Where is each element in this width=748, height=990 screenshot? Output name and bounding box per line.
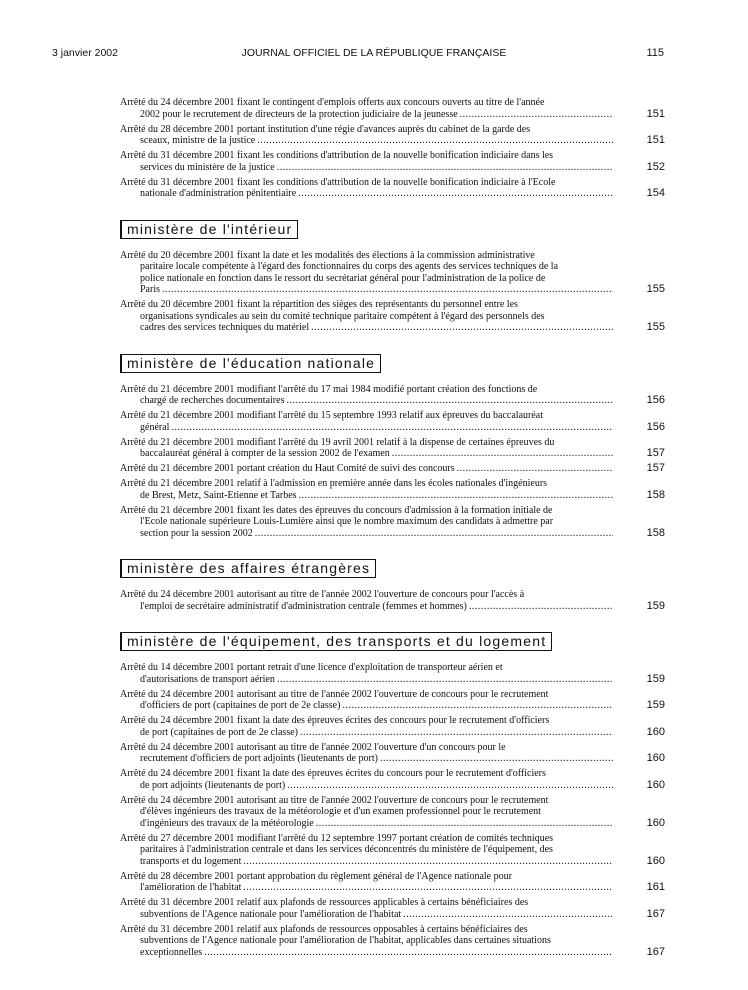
entry-text-line: Arrêté du 24 décembre 2001 fixant le contingent d'emplois offerts aux concours ouverts au titre de l'année [120, 97, 545, 108]
entry-text-line: section pour la session 2002 [140, 527, 253, 539]
entry-last-line [120, 162, 613, 174]
entry-text-line: de port (capitaines de port de 2e classe) [140, 726, 298, 738]
entry-text-line: Arrêté du 24 décembre 2001 autorisant au titre de l'année 2002 l'ouverture de concours pour le recrutement [120, 794, 549, 806]
entry-text-line: baccalauréat général à compter de la session 2002 de l'examen [140, 448, 390, 459]
toc-entry[interactable] [120, 250, 665, 296]
toc-entry[interactable] [120, 689, 665, 712]
dot-leader [300, 727, 613, 739]
entry-text-line: d'autorisations de transport aérien [140, 673, 275, 685]
entry-page-number: 167 [646, 945, 665, 958]
entry-text-line: Arrêté du 31 décembre 2001 relatif aux plafonds de ressources applicables à certains bénéficiaires des [120, 897, 529, 908]
entry-text-line: l'emploi de secrétaire administratif d'administration centrale (femmes et hommes) [140, 600, 467, 612]
entry-text-line: 2002 pour le recrutement de directeurs de la protection judiciaire de la jeunesse [140, 108, 458, 120]
section-title: ministère de l'intérieur [120, 220, 298, 239]
entry-last-line [120, 109, 613, 121]
toc-entry[interactable] [120, 177, 665, 200]
entry-last-line [120, 395, 613, 407]
page-number: 115 [646, 47, 664, 59]
entry-text-line: police nationale en fonction dans le ressort du secrétariat général pour l'administration de la police de [140, 272, 546, 284]
entry-text-line: de Brest, Metz, Saint-Etienne et Tarbes [140, 489, 297, 501]
entry-text-line: l'Ecole nationale supérieure Louis-Lumière ainsi que le nombre maximum des candidats à admettre par [140, 516, 554, 527]
section-title: ministère de l'éducation nationale [120, 354, 381, 373]
entry-last-line [120, 422, 613, 434]
dot-leader [380, 753, 613, 765]
entry-page-number: 160 [646, 752, 665, 764]
entry-page-number: 157 [646, 462, 665, 474]
entry-text-line: de port adjoints (lieutenants de port) [140, 779, 286, 791]
dot-leader [299, 490, 613, 502]
entry-page-number: 157 [646, 447, 665, 459]
entry-page-number: 158 [646, 526, 665, 539]
entry-text-line: chargé de recherches documentaires [140, 395, 285, 406]
dot-leader [257, 135, 613, 147]
header-date: 3 janvier 2002 [52, 47, 118, 59]
entry-text-line: Arrêté du 21 décembre 2001 portant création du Haut Comité de suivi des concours [120, 463, 455, 474]
toc-entry[interactable] [120, 742, 665, 765]
dot-leader [162, 284, 613, 296]
toc-entry[interactable] [120, 505, 665, 540]
entry-text-line: exceptionnelles [140, 946, 203, 958]
entry-last-line [120, 882, 613, 894]
entry-page-number: 151 [646, 134, 665, 146]
entry-page-number: 159 [646, 599, 665, 612]
toc-entry[interactable] [120, 478, 665, 501]
toc-entry[interactable] [120, 299, 665, 334]
entry-text-line: paritaires à l'administration centrale et dans les services déconcentrés du ministère de l'équipement, des [140, 844, 553, 855]
entry-text-line: organisations syndicales au sein du comité technique paritaire compétent à l'égard des personnels des [140, 310, 545, 322]
entry-last-line [120, 909, 613, 921]
entry-last-line [120, 284, 613, 296]
toc-entry[interactable] [120, 897, 665, 920]
entry-page-number: 159 [646, 672, 665, 685]
toc-entry[interactable] [120, 768, 665, 791]
toc-entry[interactable] [120, 384, 665, 407]
section-title: ministère des affaires étrangères [120, 559, 376, 578]
dot-leader [469, 601, 613, 613]
entry-page-number: 156 [646, 394, 665, 406]
toc-entry[interactable] [120, 715, 665, 738]
section-title: ministère de l'équipement, des transports et du logement [120, 632, 552, 651]
entry-text-line: Arrêté du 21 décembre 2001 modifiant l'arrêté du 19 avril 2001 relatif à la dispense de certaines épreuves du [120, 436, 555, 448]
toc-entry[interactable] [120, 871, 665, 894]
toc-entry[interactable] [120, 124, 665, 147]
dot-leader [171, 422, 613, 434]
entry-text-line: Arrêté du 24 décembre 2001 autorisant au titre de l'année 2002 l'ouverture de concours pour le recrutement [120, 688, 549, 700]
dot-leader [342, 700, 613, 712]
entry-page-number: 160 [646, 854, 665, 867]
entry-last-line [120, 700, 613, 712]
toc-entry[interactable] [120, 924, 665, 959]
toc-entry[interactable] [120, 795, 665, 830]
entry-text-line: paritaire locale compétente à l'égard des fonctionnaires du corps des agents des services techniques de la [140, 261, 559, 272]
entry-page-number: 160 [646, 725, 665, 738]
dot-leader [311, 322, 613, 334]
dot-leader [277, 162, 613, 174]
entry-text-line: général [140, 421, 170, 433]
entry-text-line: Arrêté du 24 décembre 2001 autorisant au titre de l'année 2002 l'ouverture d'un concours pour le [120, 741, 506, 753]
entry-text-line: Arrêté du 21 décembre 2001 relatif à l'admission en première année dans les écoles nationales d'ingénieurs [120, 478, 548, 489]
entry-text-line: Arrêté du 21 décembre 2001 modifiant l'arrêté du 15 septembre 1993 relatif aux épreuves du baccalauréat [120, 410, 544, 421]
table-of-contents [120, 97, 665, 962]
entry-text-line: transports et du logement [140, 855, 242, 867]
entry-page-number: 161 [646, 881, 665, 893]
section-heading [120, 354, 665, 373]
entry-text-line: subventions de l'Agence nationale pour l'amélioration de l'habitat [140, 908, 402, 920]
entry-text-line: subventions de l'Agence nationale pour l'amélioration de l'habitat, applicables dans certaines situations [140, 935, 551, 946]
entry-last-line [120, 947, 613, 959]
entry-page-number: 152 [646, 160, 665, 173]
dot-leader [457, 463, 613, 475]
section-heading [120, 632, 665, 651]
dot-leader [287, 780, 613, 792]
toc-entry[interactable] [120, 150, 665, 173]
dot-leader [392, 448, 613, 460]
entry-last-line [120, 490, 613, 502]
entry-text-line: Arrêté du 20 décembre 2001 fixant la répartition des sièges des représentants du personnel entre les [120, 299, 518, 310]
toc-entry[interactable] [120, 589, 665, 612]
entry-page-number: 156 [646, 420, 665, 433]
entry-page-number: 155 [646, 321, 665, 333]
dot-leader [204, 947, 613, 959]
journal-title: JOURNAL OFFICIEL DE LA RÉPUBLIQUE FRANÇAISE [241, 47, 507, 59]
entry-page-number: 158 [646, 488, 665, 501]
entry-text-line: services du ministère de la justice [140, 161, 275, 173]
entry-page-number: 160 [646, 816, 665, 829]
entry-last-line [120, 856, 613, 868]
entry-page-number: 155 [646, 283, 665, 295]
entry-page-number: 167 [646, 907, 665, 920]
dot-leader [243, 882, 613, 894]
entry-text-line: Arrêté du 24 décembre 2001 autorisant au titre de l'année 2002 l'ouverture de concours pour l'accès à [120, 589, 525, 600]
entry-text-line: Arrêté du 31 décembre 2001 fixant les conditions d'attribution de la nouvelle bonification indiciaire dans les [120, 150, 554, 161]
entry-text-line: Paris [140, 284, 160, 295]
toc-entry[interactable] [120, 437, 665, 460]
dot-leader [243, 856, 613, 868]
entry-text-line: Arrêté du 27 décembre 2001 modifiant l'arrêté du 12 septembre 1997 portant création de comités techniques [120, 832, 554, 844]
entry-text-line: d'ingénieurs des travaux de la météorologie [140, 817, 314, 829]
entry-last-line [120, 528, 613, 540]
entry-text-line: sceaux, ministre de la justice [140, 135, 256, 146]
entry-text-line: d'élèves ingénieurs des travaux de la météorologie et d'un examen professionnel pour le recrutement [140, 806, 541, 817]
entry-text-line: nationale d'administration pénitentiaire [140, 188, 297, 199]
entry-page-number: 160 [646, 778, 665, 791]
entry-text-line: cadres des services techniques du matériel [140, 322, 310, 333]
entry-text-line: Arrêté du 31 décembre 2001 fixant les conditions d'attribution de la nouvelle bonification indiciaire à l'Ecole [120, 176, 556, 188]
dot-leader [277, 674, 613, 686]
dot-leader [298, 188, 613, 200]
entry-text-line: recrutement d'officiers de port adjoints (lieutenants de port) [140, 753, 378, 764]
entry-page-number: 159 [646, 699, 665, 711]
entry-last-line [120, 753, 613, 765]
entry-last-line [120, 674, 613, 686]
section-heading [120, 559, 665, 578]
toc-entry[interactable] [120, 97, 665, 120]
entry-page-number: 154 [646, 187, 665, 199]
entry-last-line [120, 818, 613, 830]
toc-entry[interactable] [120, 662, 665, 685]
entry-last-line [120, 727, 613, 739]
entry-last-line [120, 135, 613, 147]
dot-leader [403, 909, 613, 921]
entry-page-number: 151 [646, 107, 665, 120]
dot-leader [460, 109, 613, 121]
entry-text-line: Arrêté du 20 décembre 2001 fixant la date et les modalités des élections à la commission administrative [120, 249, 535, 261]
toc-entry[interactable] [120, 410, 665, 433]
entry-text-line: Arrêté du 31 décembre 2001 relatif aux plafonds de ressources opposables à certains bénéficiaires des [120, 923, 528, 935]
entry-text-line: d'officiers de port (capitaines de port de 2e classe) [140, 700, 341, 711]
dot-leader [316, 818, 613, 830]
section-heading [120, 220, 665, 239]
entry-text-line: Arrêté du 21 décembre 2001 fixant les dates des épreuves du concours d'admission à la formation initiale de [120, 504, 553, 516]
entry-text-line: Arrêté du 14 décembre 2001 portant retrait d'une licence d'exploitation de transporteur aérien et [120, 662, 503, 673]
entry-text-line: Arrêté du 21 décembre 2001 modifiant l'arrêté du 17 mai 1984 modifié portant création des fonctions de [120, 383, 538, 395]
entry-last-line [120, 463, 613, 475]
toc-entry[interactable] [120, 833, 665, 868]
entry-text-line: Arrêté du 28 décembre 2001 portant approbation du règlement général de l'Agence nationale pour [120, 870, 512, 882]
entry-text-line: l'amélioration de l'habitat [140, 882, 242, 893]
dot-leader [255, 528, 613, 540]
entry-last-line [120, 448, 613, 460]
entry-text-line: Arrêté du 24 décembre 2001 fixant la date des épreuves écrites du concours pour le recrutement d'officiers [120, 768, 546, 779]
entry-last-line [120, 188, 613, 200]
toc-entry[interactable] [120, 463, 665, 475]
entry-last-line [120, 322, 613, 334]
entry-last-line [120, 780, 613, 792]
entry-text-line: Arrêté du 28 décembre 2001 portant institution d'une régie d'avances auprès du cabinet de la garde des [120, 123, 531, 135]
entry-text-line: Arrêté du 24 décembre 2001 fixant la date des épreuves écrites des concours pour le recrutement d'officiers [120, 715, 550, 726]
dot-leader [286, 395, 613, 407]
entry-last-line [120, 601, 613, 613]
